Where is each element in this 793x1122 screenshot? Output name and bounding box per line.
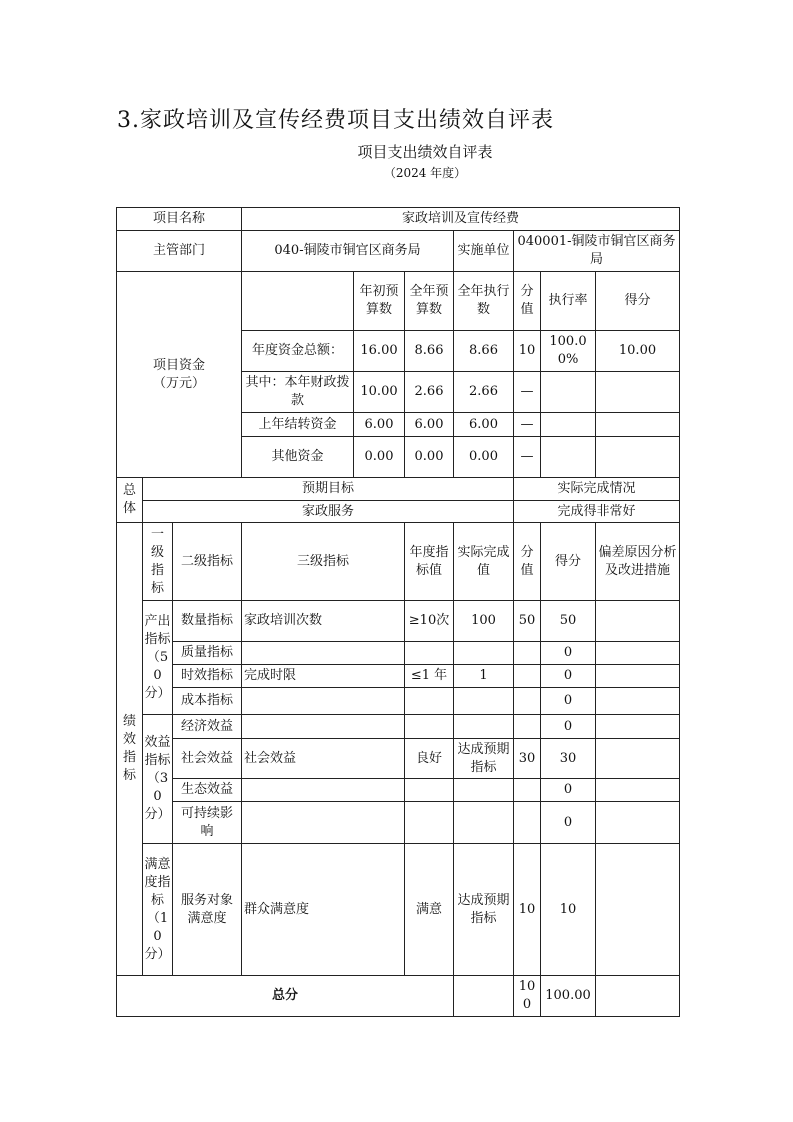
fund-cell: 2.66: [405, 372, 454, 413]
perf-note-cell: [596, 802, 680, 844]
perf-cell: [454, 715, 514, 739]
perf-cell: 经济效益: [173, 715, 242, 739]
fund-row-name: 年度资金总额：: [242, 331, 354, 372]
perf-cell: 30: [541, 739, 596, 779]
fund-cell: [541, 372, 596, 413]
perf-cell: [242, 802, 405, 844]
fund-row-name: 其他资金: [242, 437, 354, 478]
perf-cell: [242, 642, 405, 665]
perf-header: 二级指标: [173, 523, 242, 601]
perf-cell: [514, 779, 541, 802]
perf-cell: 10: [541, 844, 596, 976]
fund-cell: 0.00: [354, 437, 405, 478]
funds-header: 全年执行数: [454, 272, 514, 331]
perf-cell: 0: [541, 665, 596, 688]
fund-cell: [596, 437, 680, 478]
fund-cell: —: [514, 413, 541, 437]
perf-cell: 良好: [405, 739, 454, 779]
perf-header: 分值: [514, 523, 541, 601]
expected-goal: 家政服务: [143, 501, 514, 523]
fund-cell: 8.66: [405, 331, 454, 372]
expected-label: 预期目标: [143, 478, 514, 501]
fund-cell: 6.00: [454, 413, 514, 437]
perf-header: 三级指标: [242, 523, 405, 601]
fund-cell: [596, 413, 680, 437]
perf-cell: 10: [514, 844, 541, 976]
perf-cell: 满意: [405, 844, 454, 976]
perf-cell: ≥10次: [405, 601, 454, 642]
fund-cell: 6.00: [405, 413, 454, 437]
perf-cell: [514, 715, 541, 739]
perf-cell: 达成预期指标: [454, 739, 514, 779]
perf-header: 一级指标: [143, 523, 173, 601]
fund-cell: 2.66: [454, 372, 514, 413]
dept: 040-铜陵市铜官区商务局: [242, 231, 454, 272]
perf-note-cell: [596, 665, 680, 688]
perf-cell: 质量指标: [173, 642, 242, 665]
funds-blank: [242, 272, 354, 331]
perf-cell: 100: [454, 601, 514, 642]
fund-cell: [596, 372, 680, 413]
perf-cell: 1: [454, 665, 514, 688]
fund-cell: 0.00: [454, 437, 514, 478]
unit-label: 实施单位: [454, 231, 514, 272]
actual-result: 完成得非常好: [514, 501, 680, 523]
fund-cell: 100.00%: [541, 331, 596, 372]
group-output: 产出指标（50分）: [143, 601, 173, 715]
perf-cell: [405, 779, 454, 802]
perf-cell: 0: [541, 688, 596, 715]
perf-cell: 完成时限: [242, 665, 405, 688]
perf-header: 年度指标值: [405, 523, 454, 601]
perf-note-cell: [596, 739, 680, 779]
perf-cell: 0: [541, 642, 596, 665]
perf-cell: [242, 779, 405, 802]
total-score: 100: [514, 976, 541, 1017]
perf-cell: 服务对象满意度: [173, 844, 242, 976]
perf-note-cell: [596, 688, 680, 715]
perf-cell: 成本指标: [173, 688, 242, 715]
perf-cell: 社会效益: [173, 739, 242, 779]
perf-cell: [454, 779, 514, 802]
perf-cell: 家政培训次数: [242, 601, 405, 642]
perf-cell: 达成预期指标: [454, 844, 514, 976]
project-name: 家政培训及宣传经费: [242, 208, 680, 231]
group-satisfaction: 满意度指标（10分）: [143, 844, 173, 976]
perf-cell: [514, 665, 541, 688]
perf-cell: [454, 802, 514, 844]
table-year: （2024 年度）: [383, 166, 467, 180]
group-benefit: 效益指标（30分）: [143, 715, 173, 844]
perf-cell: [242, 688, 405, 715]
perf-cell: 社会效益: [242, 739, 405, 779]
funds-header: 得分: [596, 272, 680, 331]
perf-header: 得分: [541, 523, 596, 601]
perf-cell: [405, 688, 454, 715]
perf-note-cell: [596, 601, 680, 642]
fund-cell: —: [514, 437, 541, 478]
perf-note-cell: [596, 844, 680, 976]
perf-cell: 时效指标: [173, 665, 242, 688]
perf-note-cell: [596, 715, 680, 739]
perf-cell: [514, 688, 541, 715]
perf-cell: 50: [514, 601, 541, 642]
total-value: 100.00: [541, 976, 596, 1017]
perf-cell: ≤1 年: [405, 665, 454, 688]
funds-header: 分值: [514, 272, 541, 331]
fund-cell: 10.00: [354, 372, 405, 413]
perf-label: 绩效指标: [117, 523, 143, 976]
fund-cell: [541, 437, 596, 478]
fund-cell: 0.00: [405, 437, 454, 478]
project-name-label: 项目名称: [117, 208, 242, 231]
fund-cell: 8.66: [454, 331, 514, 372]
perf-cell: 30: [514, 739, 541, 779]
perf-cell: 生态效益: [173, 779, 242, 802]
evaluation-table: [116, 207, 680, 1017]
funds-header: 全年预算数: [405, 272, 454, 331]
perf-cell: [454, 688, 514, 715]
fund-cell: 10.00: [596, 331, 680, 372]
perf-header: 实际完成值: [454, 523, 514, 601]
perf-note-cell: [596, 642, 680, 665]
perf-cell: [514, 802, 541, 844]
perf-cell: 0: [541, 779, 596, 802]
perf-cell: [405, 715, 454, 739]
fund-cell: 16.00: [354, 331, 405, 372]
fund-row-name: 其中：本年财政拨款: [242, 372, 354, 413]
unit: 040001-铜陵市铜官区商务局: [514, 231, 680, 272]
funds-header: 年初预算数: [354, 272, 405, 331]
perf-cell: 0: [541, 715, 596, 739]
perf-cell: 可持续影响: [173, 802, 242, 844]
perf-cell: 群众满意度: [242, 844, 405, 976]
perf-cell: 0: [541, 802, 596, 844]
perf-cell: [454, 642, 514, 665]
perf-cell: [242, 715, 405, 739]
perf-cell: [514, 642, 541, 665]
perf-cell: 数量指标: [173, 601, 242, 642]
fund-cell: —: [514, 372, 541, 413]
total-note: [596, 976, 680, 1017]
perf-cell: [405, 802, 454, 844]
table-title: 项目支出绩效自评表: [357, 143, 493, 161]
fund-cell: [541, 413, 596, 437]
overall-label: 总体: [117, 478, 143, 523]
funds-label: 项目资金（万元）: [117, 272, 242, 478]
dept-label: 主管部门: [117, 231, 242, 272]
fund-cell: 10: [514, 331, 541, 372]
document-heading: 3.家政培训及宣传经费项目支出绩效自评表: [117, 108, 554, 133]
total-label: 总分: [117, 976, 454, 1017]
fund-row-name: 上年结转资金: [242, 413, 354, 437]
actual-label: 实际完成情况: [514, 478, 680, 501]
perf-note-cell: [596, 779, 680, 802]
perf-cell: 50: [541, 601, 596, 642]
perf-cell: [405, 642, 454, 665]
fund-cell: 6.00: [354, 413, 405, 437]
perf-header: 偏差原因分析及改进措施: [596, 523, 680, 601]
total-blank: [454, 976, 514, 1017]
funds-header: 执行率: [541, 272, 596, 331]
